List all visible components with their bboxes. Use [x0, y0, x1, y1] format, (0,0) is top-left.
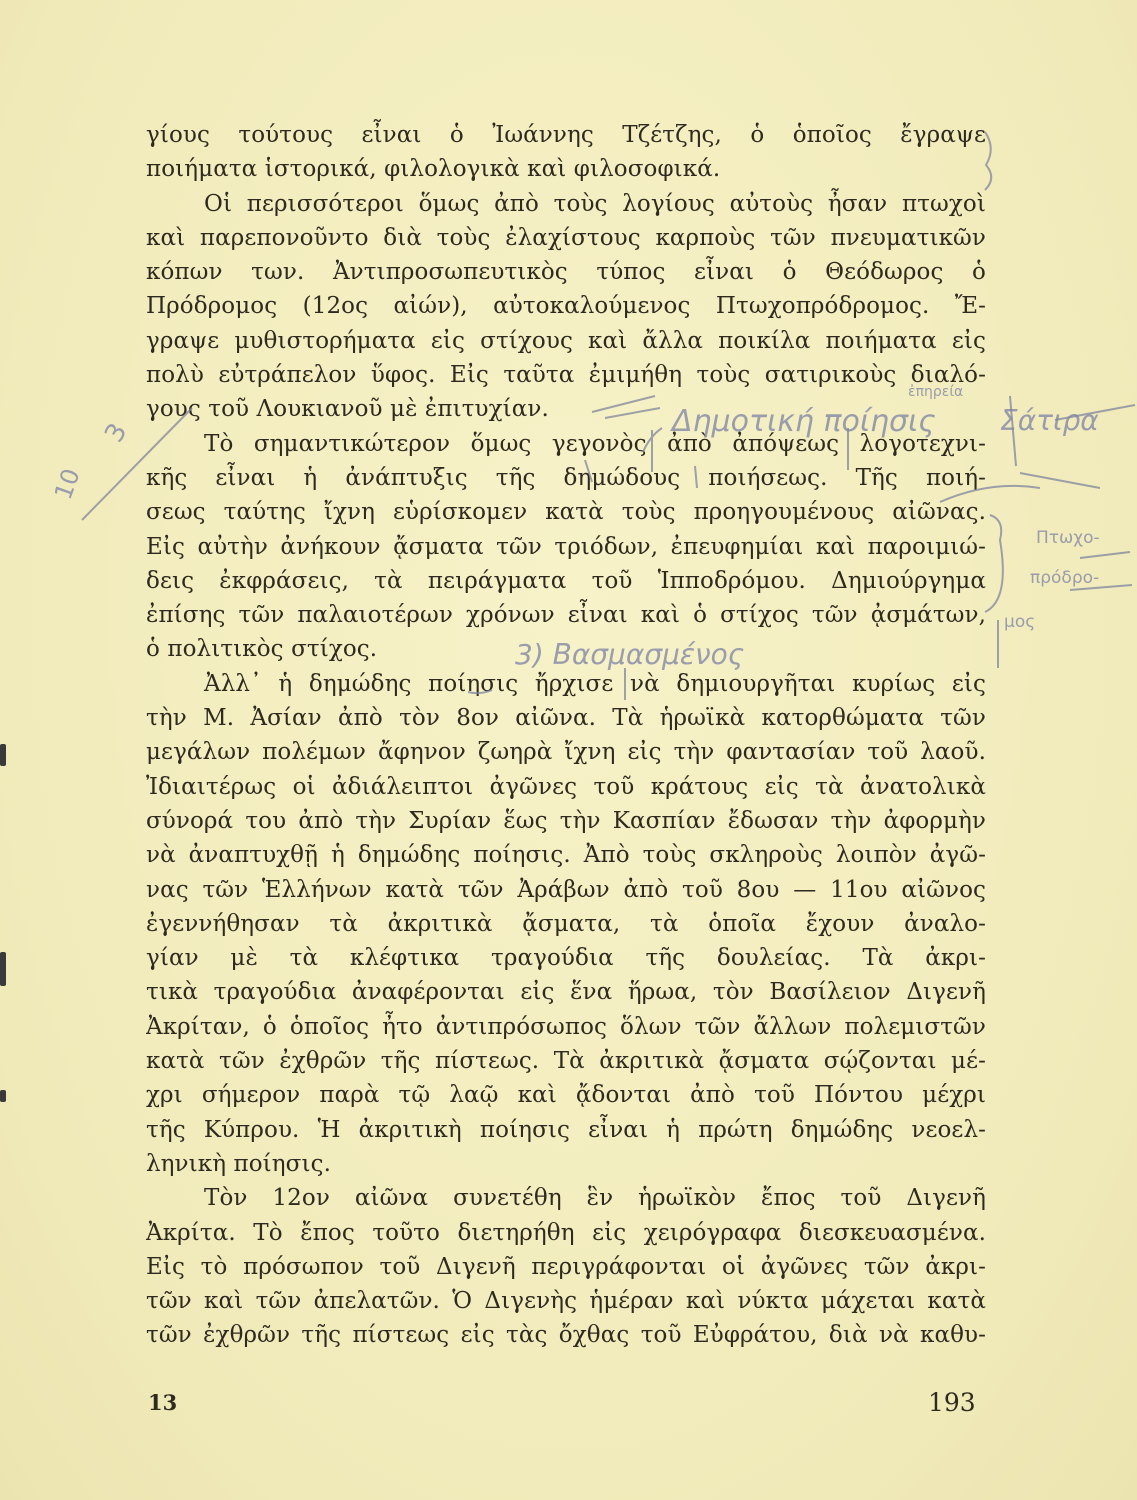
text-line: μεγάλων πολέμων ἄφηνον ζωηρὰ ἴχνη εἰς τὴν φαντασίαν τοῦ λαοῦ.	[146, 739, 986, 766]
text-line: Πρόδρομος (12ος αἰών), αὐτοκαλούμενος Πτωχοπρόδρομος. Ἔ-	[146, 293, 986, 320]
text-line: Τὸ σημαντικώτερον ὅμως γεγονὸς ἀπὸ ἀπόψεως λογοτεχνι-	[204, 430, 986, 457]
scan-edge-mark	[0, 744, 6, 766]
text-line: τικὰ τραγούδια ἀναφέρονται εἰς ἕνα ἥρωα, τὸν Βασίλειον Διγενῆ	[146, 979, 986, 1006]
text-line: γραψε μυθιστορήματα εἰς στίχους καὶ ἄλλα ποικίλα ποιήματα εἰς	[146, 327, 986, 354]
text-line: ἐπίσης τῶν παλαιοτέρων χρόνων εἶναι καὶ ὁ στίχος τῶν ᾀσμάτων,	[146, 602, 986, 629]
text-line: Ἀκρίταν, ὁ ὁποῖος ἦτο ἀντιπρόσωπος ὅλων τῶν ἄλλων πολεμιστῶν	[146, 1013, 986, 1040]
text-line: γους τοῦ Λουκιανοῦ μὲ ἐπιτυχίαν.	[146, 396, 549, 423]
text-line: τῆς Κύπρου. Ἡ ἀκριτικὴ ποίησις εἶναι ἡ πρώτη δημώδης νεοελ-	[146, 1116, 986, 1143]
page-number: 193	[928, 1388, 976, 1417]
text-line: τῶν καὶ τῶν ἀπελατῶν. Ὁ Διγενὴς ἡμέραν καὶ νύκτα μάχεται κατὰ	[146, 1288, 986, 1315]
text-line: Ἀκρίτα. Τὸ ἔπος τοῦτο διετηρήθη εἰς χειρόγραφα διεσκευασμένα.	[146, 1219, 986, 1246]
text-line: δεις ἐκφράσεις, τὰ πειράγματα τοῦ Ἱπποδρόμου. Δημιούργημα	[146, 567, 986, 594]
scan-edge-mark	[0, 952, 6, 986]
text-line: κόπων των. Ἀντιπροσωπευτικὸς τύπος εἶναι ὁ Θεόδωρος ὁ	[146, 259, 986, 286]
text-line: γίους τούτους εἶναι ὁ Ἰωάννης Τζέτζης, ὁ ὁποῖος ἔγραψε	[146, 122, 986, 148]
text-line: Ἀλλ᾽ ἡ δημώδης ποίησις ἤρχισε νὰ δημιουργῆται κυρίως εἰς	[204, 670, 986, 697]
text-line: σεως ταύτης ἴχνη εὑρίσκομεν κατὰ τοὺς προηγουμένους αἰῶνας.	[146, 499, 986, 526]
text-line: τὴν Μ. Ἀσίαν ἀπὸ τὸν 8ον αἰῶνα. Τὰ ἡρωϊκὰ κατορθώματα τῶν	[146, 705, 986, 732]
signature-mark: 13	[148, 1390, 178, 1415]
scan-edge-mark	[0, 1090, 6, 1102]
text-line: Οἱ περισσότεροι ὅμως ἀπὸ τοὺς λογίους αὐτοὺς ἦσαν πτωχοὶ	[204, 190, 986, 217]
text-line: ληνικὴ ποίησις.	[146, 1150, 331, 1177]
margin-note: ἐπηρεία	[908, 384, 964, 400]
margin-note: πρόδρο-	[1030, 568, 1100, 588]
text-line: Εἰς αὐτὴν ἀνήκουν ᾄσματα τῶν τριόδων, ἐπευφημίαι καὶ παροιμιώ-	[146, 533, 986, 560]
text-line: ἐγεννήθησαν τὰ ἀκριτικὰ ᾄσματα, τὰ ὁποῖα ἔχουν ἀναλο-	[146, 910, 986, 937]
text-line: πολὺ εὐτράπελον ὕφος. Εἰς ταῦτα ἐμιμήθη τοὺς σατιρικοὺς διαλό-	[146, 362, 986, 389]
margin-note: 3	[99, 418, 134, 448]
margin-note: Δημοτική ποίησις	[672, 404, 936, 439]
text-line: καὶ παρεπονοῦντο διὰ τοὺς ἐλαχίστους καρποὺς τῶν πνευματικῶν	[146, 224, 986, 251]
text-line: νας τῶν Ἑλλήνων κατὰ τῶν Ἀράβων ἀπὸ τοῦ 8ου — 11ου αἰῶνος	[146, 876, 986, 903]
text-line: σύνορά του ἀπὸ τὴν Συρίαν ἕως τὴν Κασπίαν ἔδωσαν τὴν ἀφορμὴν	[146, 807, 986, 834]
body-text	[146, 118, 986, 1353]
text-line: κῆς εἶναι ἡ ἀνάπτυξις τῆς δημώδους ποιήσεως. Τῆς ποιή-	[146, 464, 986, 491]
margin-note: μος	[1004, 612, 1036, 632]
text-line: ὁ πολιτικὸς στίχος.	[146, 636, 378, 663]
margin-note: 3) Βασμασμένος	[515, 638, 745, 671]
text-line: Ἰδιαιτέρως οἱ ἀδιάλειπτοι ἀγῶνες τοῦ κράτους εἰς τὰ ἀνατολικὰ	[146, 773, 986, 800]
text-line: γίαν μὲ τὰ κλέφτικα τραγούδια τῆς δουλείας. Τὰ ἀκρι-	[146, 945, 986, 972]
text-line: κατὰ τῶν ἐχθρῶν τῆς πίστεως. Τὰ ἀκριτικὰ ᾄσματα σῴζονται μέ-	[146, 1048, 986, 1075]
text-line: νὰ ἀναπτυχθῇ ἡ δημώδης ποίησις. Ἀπὸ τοὺς σκληροὺς λοιπὸν ἀγῶ-	[146, 842, 986, 869]
text-line: Εἰς τὸ πρόσωπον τοῦ Διγενῆ περιγράφονται οἱ ἀγῶνες τῶν ἀκρι-	[146, 1253, 986, 1280]
text-line: τῶν ἐχθρῶν τῆς πίστεως εἰς τὰς ὄχθας τοῦ Εὐφράτου, διὰ νὰ καθυ-	[146, 1322, 986, 1349]
text-line: χρι σήμερον παρὰ τῷ λαῷ καὶ ᾄδονται ἀπὸ τοῦ Πόντου μέχρι	[146, 1082, 986, 1109]
margin-note: 10	[48, 464, 86, 504]
margin-note: Σάτιρα	[1000, 404, 1099, 437]
text-line: Τὸν 12ον αἰῶνα συνετέθη ἓν ἡρωϊκὸν ἔπος τοῦ Διγενῆ	[204, 1185, 986, 1212]
margin-note: Πτωχο-	[1036, 528, 1100, 548]
text-line: ποιήματα ἱστορικά, φιλολογικὰ καὶ φιλοσοφικά.	[146, 156, 721, 183]
